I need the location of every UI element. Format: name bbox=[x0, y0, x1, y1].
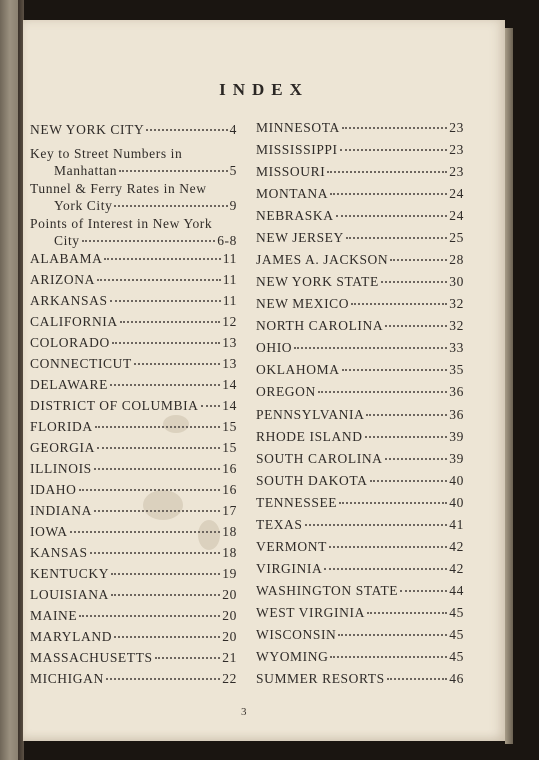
leader-dots bbox=[104, 258, 220, 260]
entry-name: ARIZONA bbox=[30, 272, 95, 287]
index-entry bbox=[30, 440, 237, 456]
page-title: INDEX bbox=[219, 80, 309, 99]
index-entry bbox=[256, 473, 464, 489]
leader-dots bbox=[94, 468, 221, 470]
entry-page: 11 bbox=[222, 272, 237, 287]
index-entry bbox=[30, 461, 237, 477]
index-entry bbox=[30, 650, 237, 666]
entry-name: WASHINGTON STATE bbox=[256, 583, 399, 598]
index-entry bbox=[30, 482, 237, 498]
index-entry bbox=[256, 142, 464, 158]
leader-dots bbox=[111, 573, 220, 575]
entry-page: 41 bbox=[449, 517, 464, 532]
entry-name: VIRGINIA bbox=[256, 561, 323, 576]
entry-name: JAMES A. JACKSON bbox=[256, 252, 389, 267]
index-entry bbox=[30, 503, 237, 519]
entry-name: IOWA bbox=[30, 524, 68, 539]
index-entry bbox=[256, 495, 464, 511]
entry-page: 16 bbox=[222, 461, 237, 476]
leader-dots bbox=[110, 300, 221, 302]
entry-page: 12 bbox=[222, 314, 237, 329]
index-entry bbox=[256, 583, 464, 599]
entry-name: MAINE bbox=[30, 608, 78, 623]
leader-dots bbox=[329, 546, 447, 548]
entry-page: 39 bbox=[449, 451, 464, 466]
entry-name: TEXAS bbox=[256, 517, 303, 532]
index-entry bbox=[30, 419, 237, 435]
entry-name: SOUTH DAKOTA bbox=[256, 473, 368, 488]
leader-dots bbox=[370, 480, 448, 482]
leader-dots bbox=[387, 678, 448, 680]
entry-page: 17 bbox=[222, 503, 237, 518]
entry-page: 11 bbox=[222, 293, 237, 308]
entry-name: WYOMING bbox=[256, 649, 329, 664]
leader-dots bbox=[351, 303, 447, 305]
entry-name: DISTRICT OF COLUMBIA bbox=[30, 398, 199, 413]
entry-page: 42 bbox=[449, 561, 464, 576]
entry-page: 39 bbox=[449, 429, 464, 444]
leader-dots bbox=[324, 568, 447, 570]
entry-name: MONTANA bbox=[256, 186, 329, 201]
leader-dots bbox=[106, 678, 221, 680]
index-entry bbox=[30, 524, 237, 540]
leader-dots bbox=[70, 531, 221, 533]
leader-dots bbox=[390, 259, 447, 261]
entry-page: 24 bbox=[449, 186, 464, 201]
index-entry bbox=[30, 629, 237, 645]
entry-page: 15 bbox=[222, 419, 237, 434]
leader-dots bbox=[342, 369, 448, 371]
leader-dots bbox=[342, 127, 447, 129]
entry-page: 20 bbox=[222, 608, 237, 623]
entry-page: 45 bbox=[449, 605, 464, 620]
index-entry bbox=[30, 145, 237, 179]
entry-name: COLORADO bbox=[30, 335, 110, 350]
entry-page: 32 bbox=[449, 318, 464, 333]
leader-dots bbox=[366, 414, 447, 416]
page-number: 3 bbox=[241, 706, 247, 718]
leader-dots bbox=[79, 615, 220, 617]
entry-name: KANSAS bbox=[30, 545, 88, 560]
index-entry bbox=[256, 561, 464, 577]
index-entry bbox=[256, 252, 464, 268]
leader-dots bbox=[327, 171, 447, 173]
index-entry bbox=[30, 608, 237, 624]
leader-dots bbox=[82, 240, 216, 242]
entry-page: 21 bbox=[222, 650, 237, 665]
entry-page: 13 bbox=[222, 356, 237, 371]
leader-dots bbox=[385, 325, 447, 327]
leader-dots bbox=[339, 502, 447, 504]
entry-name: NEW JERSEY bbox=[256, 230, 344, 245]
entry-name: ALABAMA bbox=[30, 251, 103, 266]
leader-dots bbox=[134, 363, 220, 365]
entry-page: 36 bbox=[449, 407, 464, 422]
entry-name: PENNSYLVANIA bbox=[256, 407, 365, 422]
index-entry bbox=[256, 605, 464, 621]
entry-page: 11 bbox=[222, 251, 237, 266]
entry-name: SUMMER RESORTS bbox=[256, 671, 385, 686]
index-entry bbox=[256, 208, 464, 224]
entry-name: DELAWARE bbox=[30, 377, 108, 392]
leader-dots bbox=[365, 436, 448, 438]
entry-name: INDIANA bbox=[30, 503, 92, 518]
leader-dots bbox=[330, 656, 447, 658]
entry-name: NEBRASKA bbox=[256, 208, 334, 223]
leader-dots bbox=[111, 594, 220, 596]
entry-page: 18 bbox=[222, 545, 237, 560]
index-entry bbox=[30, 180, 237, 214]
index-entry bbox=[256, 627, 464, 643]
index-entry bbox=[30, 566, 237, 582]
leader-dots bbox=[146, 129, 227, 131]
entry-page: 9 bbox=[229, 198, 237, 213]
index-entry bbox=[256, 649, 464, 665]
entry-name: OKLAHOMA bbox=[256, 362, 340, 377]
entry-page: 23 bbox=[449, 120, 464, 135]
index-entry bbox=[30, 671, 237, 687]
entry-page: 15 bbox=[222, 440, 237, 455]
leader-dots bbox=[114, 205, 227, 207]
entry-name: LOUISIANA bbox=[30, 587, 109, 602]
entry-name: WISCONSIN bbox=[256, 627, 337, 642]
entry-page: 45 bbox=[449, 627, 464, 642]
entry-name: VERMONT bbox=[256, 539, 327, 554]
entry-name: RHODE ISLAND bbox=[256, 429, 363, 444]
entry-page: 46 bbox=[449, 671, 464, 686]
index-entry bbox=[256, 120, 464, 136]
entry-name: MASSACHUSETTS bbox=[30, 650, 153, 665]
index-entry bbox=[256, 274, 464, 290]
index-entry bbox=[256, 186, 464, 202]
entry-page: 20 bbox=[222, 587, 237, 602]
entry-name: OREGON bbox=[256, 384, 316, 399]
page-edge-shadow bbox=[505, 28, 513, 744]
entry-name: SOUTH CAROLINA bbox=[256, 451, 383, 466]
entry-name: Key to Street Numbers in bbox=[30, 146, 183, 161]
leader-dots bbox=[367, 612, 447, 614]
entry-page: 22 bbox=[222, 671, 237, 686]
entry-name: MICHIGAN bbox=[30, 671, 104, 686]
index-entry bbox=[30, 122, 237, 138]
entry-page: 36 bbox=[449, 384, 464, 399]
entry-page: 42 bbox=[449, 539, 464, 554]
entry-page: 19 bbox=[222, 566, 237, 581]
entry-name-continued: City bbox=[54, 233, 80, 248]
leader-dots bbox=[330, 193, 447, 195]
index-entry bbox=[256, 407, 464, 423]
index-entry bbox=[256, 296, 464, 312]
leader-dots bbox=[385, 458, 448, 460]
index-entry bbox=[256, 539, 464, 555]
index-entry bbox=[256, 164, 464, 180]
entry-page: 4 bbox=[229, 122, 237, 137]
index-entry bbox=[256, 362, 464, 378]
leader-dots bbox=[381, 281, 447, 283]
leader-dots bbox=[336, 215, 448, 217]
entry-name: GEORGIA bbox=[30, 440, 95, 455]
entry-page: 6-8 bbox=[217, 233, 237, 248]
leader-dots bbox=[120, 321, 221, 323]
entry-page: 28 bbox=[449, 252, 464, 267]
entry-page: 32 bbox=[449, 296, 464, 311]
entry-name: MISSOURI bbox=[256, 164, 326, 179]
entry-name: ILLINOIS bbox=[30, 461, 92, 476]
entry-name: MISSISSIPPI bbox=[256, 142, 338, 157]
index-entry bbox=[30, 377, 237, 393]
leader-dots bbox=[112, 342, 220, 344]
leader-dots bbox=[90, 552, 221, 554]
leader-dots bbox=[97, 447, 220, 449]
leader-dots bbox=[155, 657, 221, 659]
index-entry bbox=[256, 340, 464, 356]
index-entry bbox=[30, 215, 237, 249]
entry-page: 5 bbox=[229, 163, 237, 178]
entry-name: MINNESOTA bbox=[256, 120, 340, 135]
entry-page: 13 bbox=[222, 335, 237, 350]
index-entry bbox=[256, 451, 464, 467]
index-entry bbox=[256, 318, 464, 334]
entry-page: 23 bbox=[449, 142, 464, 157]
entry-name-continued: Manhattan bbox=[54, 163, 118, 178]
leader-dots bbox=[95, 426, 221, 428]
leader-dots bbox=[97, 279, 221, 281]
leader-dots bbox=[305, 524, 448, 526]
entry-page: 20 bbox=[222, 629, 237, 644]
leader-dots bbox=[400, 590, 447, 592]
index-entry bbox=[30, 335, 237, 351]
index-entry bbox=[256, 429, 464, 445]
entry-name: NORTH CAROLINA bbox=[256, 318, 384, 333]
leader-dots bbox=[94, 510, 220, 512]
index-entry bbox=[256, 517, 464, 533]
leader-dots bbox=[201, 405, 221, 407]
index-entry bbox=[30, 314, 237, 330]
entry-page: 44 bbox=[449, 583, 464, 598]
leader-dots bbox=[79, 489, 221, 491]
entry-page: 33 bbox=[449, 340, 464, 355]
index-entry bbox=[30, 251, 237, 267]
leader-dots bbox=[318, 391, 447, 393]
entry-name: WEST VIRGINIA bbox=[256, 605, 365, 620]
entry-name: FLORIDA bbox=[30, 419, 93, 434]
leader-dots bbox=[340, 149, 448, 151]
leader-dots bbox=[119, 170, 228, 172]
entry-page: 25 bbox=[449, 230, 464, 245]
index-entry bbox=[256, 671, 464, 687]
entry-page: 18 bbox=[222, 524, 237, 539]
index-entry bbox=[256, 230, 464, 246]
entry-name: KENTUCKY bbox=[30, 566, 110, 581]
index-entry bbox=[30, 587, 237, 603]
entry-page: 40 bbox=[449, 473, 464, 488]
entry-page: 24 bbox=[449, 208, 464, 223]
entry-name: CONNECTICUT bbox=[30, 356, 132, 371]
index-entry bbox=[30, 545, 237, 561]
index-entry bbox=[30, 272, 237, 288]
entry-page: 14 bbox=[222, 398, 237, 413]
entry-page: 45 bbox=[449, 649, 464, 664]
entry-page: 40 bbox=[449, 495, 464, 510]
index-entry bbox=[30, 356, 237, 372]
entry-name: NEW YORK CITY bbox=[30, 122, 145, 137]
entry-page: 16 bbox=[222, 482, 237, 497]
index-entry bbox=[30, 398, 237, 414]
entry-name: Points of Interest in New York bbox=[30, 216, 213, 231]
entry-name: NEW MEXICO bbox=[256, 296, 350, 311]
leader-dots bbox=[110, 384, 220, 386]
entry-name: ARKANSAS bbox=[30, 293, 108, 308]
leader-dots bbox=[294, 347, 447, 349]
index-entry bbox=[256, 384, 464, 400]
entry-name: IDAHO bbox=[30, 482, 77, 497]
entry-name: TENNESSEE bbox=[256, 495, 338, 510]
entry-name: CALIFORNIA bbox=[30, 314, 118, 329]
entry-name-continued: York City bbox=[54, 198, 113, 213]
leader-dots bbox=[114, 636, 220, 638]
entry-page: 23 bbox=[449, 164, 464, 179]
leader-dots bbox=[338, 634, 447, 636]
index-entry bbox=[30, 293, 237, 309]
entry-page: 30 bbox=[449, 274, 464, 289]
entry-name: Tunnel & Ferry Rates in New bbox=[30, 181, 207, 196]
entry-name: NEW YORK STATE bbox=[256, 274, 379, 289]
entry-page: 35 bbox=[449, 362, 464, 377]
entry-page: 14 bbox=[222, 377, 237, 392]
leader-dots bbox=[346, 237, 447, 239]
entry-name: MARYLAND bbox=[30, 629, 113, 644]
entry-name: OHIO bbox=[256, 340, 293, 355]
